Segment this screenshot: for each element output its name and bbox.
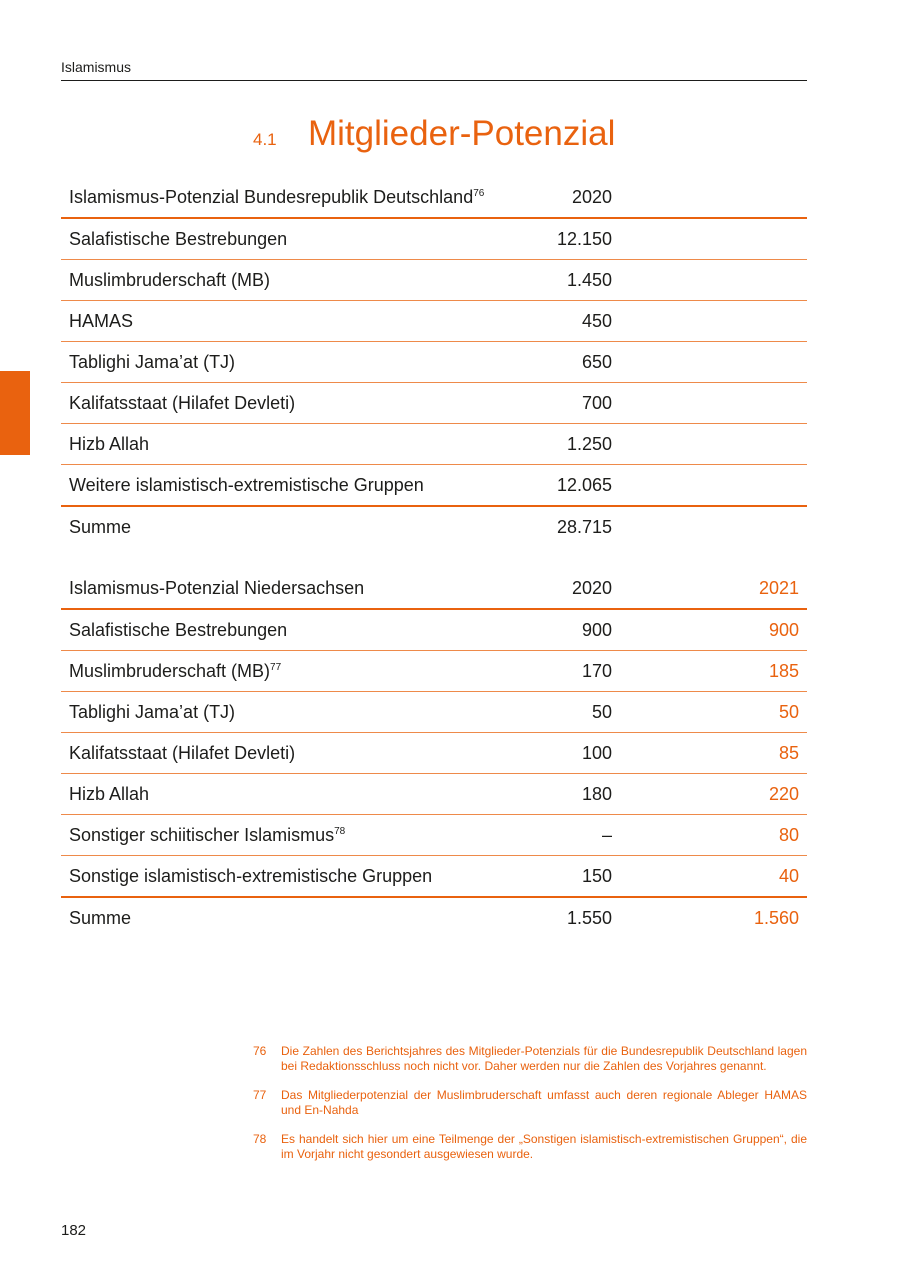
row-label: Salafistische Bestrebungen xyxy=(69,228,288,249)
row-label: Salafistische Bestrebungen xyxy=(69,619,288,640)
row-label: Sonstige islamistisch-extremistische Gruppen xyxy=(69,865,433,886)
table-sum-row xyxy=(61,506,807,547)
sum-label: Summe xyxy=(69,516,132,537)
row-value-2020: 100 xyxy=(581,742,612,763)
table-row xyxy=(61,609,807,651)
footnote xyxy=(253,1088,807,1118)
section-title xyxy=(253,114,615,154)
table-title: Islamismus-Potenzial Niedersachsen xyxy=(69,577,365,598)
column-header-2020: 2020 xyxy=(571,577,612,598)
table-row xyxy=(61,260,807,301)
row-value-2020: – xyxy=(601,824,612,845)
section-heading: Mitglieder-Potenzial xyxy=(308,114,616,153)
footnote xyxy=(253,1132,807,1162)
table-row xyxy=(61,692,807,733)
row-value-2020: 1.250 xyxy=(566,433,612,454)
table-header-row xyxy=(61,177,807,218)
footnotes xyxy=(253,1044,807,1176)
footnote-number: 78 xyxy=(253,1132,267,1146)
page-number: 182 xyxy=(61,1222,87,1239)
row-label: Muslimbruderschaft (MB)$^{77}$ xyxy=(69,660,282,681)
footnote-number: 77 xyxy=(253,1088,267,1102)
table-row xyxy=(61,301,807,342)
row-label: Tablighi Jama’at (TJ) xyxy=(69,351,236,372)
footnote-ref: 76 xyxy=(473,187,485,199)
chapter-side-tab xyxy=(0,371,30,455)
row-label: Muslimbruderschaft (MB) xyxy=(69,269,271,290)
row-value-2020: 150 xyxy=(581,865,612,886)
running-head: Islamismus xyxy=(61,59,807,81)
row-label: Sonstiger schiitischer Islamismus$^{78}$ xyxy=(69,824,346,845)
row-value-2020: 700 xyxy=(581,392,612,413)
footnote xyxy=(253,1044,807,1074)
table-row xyxy=(61,856,807,898)
column-header-2021: 2021 xyxy=(758,577,799,598)
table-federal xyxy=(61,177,807,547)
table-row xyxy=(61,424,807,465)
row-value-2020: 450 xyxy=(581,310,612,331)
table-row xyxy=(61,733,807,774)
table-row xyxy=(61,383,807,424)
row-label: HAMAS xyxy=(69,310,134,331)
table-title: Islamismus-Potenzial Bundesrepublik Deutschland$^{76}$ xyxy=(69,186,485,207)
table-lower-saxony xyxy=(61,568,807,938)
row-label: Kalifatsstaat (Hilafet Devleti) xyxy=(69,392,296,413)
row-label: Kalifatsstaat (Hilafet Devleti) xyxy=(69,742,296,763)
row-label: Hizb Allah xyxy=(69,783,150,804)
row-value-2021: 220 xyxy=(768,783,799,804)
sum-value-2020: 28.715 xyxy=(556,516,612,537)
row-value-2020: 900 xyxy=(581,619,612,640)
row-value-2020: 12.065 xyxy=(556,474,612,495)
footnote-ref: 78 xyxy=(334,825,346,837)
table-row xyxy=(61,774,807,815)
sum-value-2021: 1.560 xyxy=(753,907,799,928)
footnote-text: Es handelt sich hier um eine Teilmenge der „Sonstigen islamistisch-extremistischen Gruppen“, die im Vorjahr nicht gesondert ausgewiesen wurde. xyxy=(281,1132,807,1161)
table-row xyxy=(61,815,807,856)
row-value-2021: 85 xyxy=(778,742,799,763)
row-value-2021: 185 xyxy=(768,660,799,681)
footnote-text: Die Zahlen des Berichtsjahres des Mitglieder-Potenzials für die Bundesrepublik Deutschland lagen bei Redaktionsschluss noch nicht vor. Daher werden nur die Zahlen des Vorjahres genannt. xyxy=(281,1044,807,1073)
footnote-text: Das Mitgliederpotenzial der Muslimbruderschaft umfasst auch deren regionale Ableger HAMAS und En-Nahda xyxy=(281,1088,807,1117)
table-row xyxy=(61,342,807,383)
sum-label: Summe xyxy=(69,907,132,928)
row-value-2020: 180 xyxy=(581,783,612,804)
row-value-2020: 50 xyxy=(591,701,612,722)
table-row xyxy=(61,218,807,260)
row-value-2020: 170 xyxy=(581,660,612,681)
row-label: Tablighi Jama’at (TJ) xyxy=(69,701,236,722)
row-value-2021: 900 xyxy=(768,619,799,640)
table-row xyxy=(61,465,807,507)
row-value-2020: 12.150 xyxy=(556,228,612,249)
footnote-number: 76 xyxy=(253,1044,267,1058)
table-row xyxy=(61,651,807,692)
footnote-ref: 77 xyxy=(270,661,282,673)
row-label: Hizb Allah xyxy=(69,433,150,454)
row-label: Weitere islamistisch-extremistische Gruppen xyxy=(69,474,424,495)
row-value-2021: 50 xyxy=(778,701,799,722)
section-number: 4.1 xyxy=(253,130,277,149)
column-header-2020: 2020 xyxy=(571,186,612,207)
row-value-2021: 40 xyxy=(778,865,799,886)
row-value-2020: 1.450 xyxy=(566,269,612,290)
row-value-2020: 650 xyxy=(581,351,612,372)
column-header-2021-empty xyxy=(709,177,807,218)
sum-value-2020: 1.550 xyxy=(566,907,612,928)
table-sum-row xyxy=(61,897,807,938)
table-header-row xyxy=(61,568,807,609)
row-value-2021: 80 xyxy=(778,824,799,845)
